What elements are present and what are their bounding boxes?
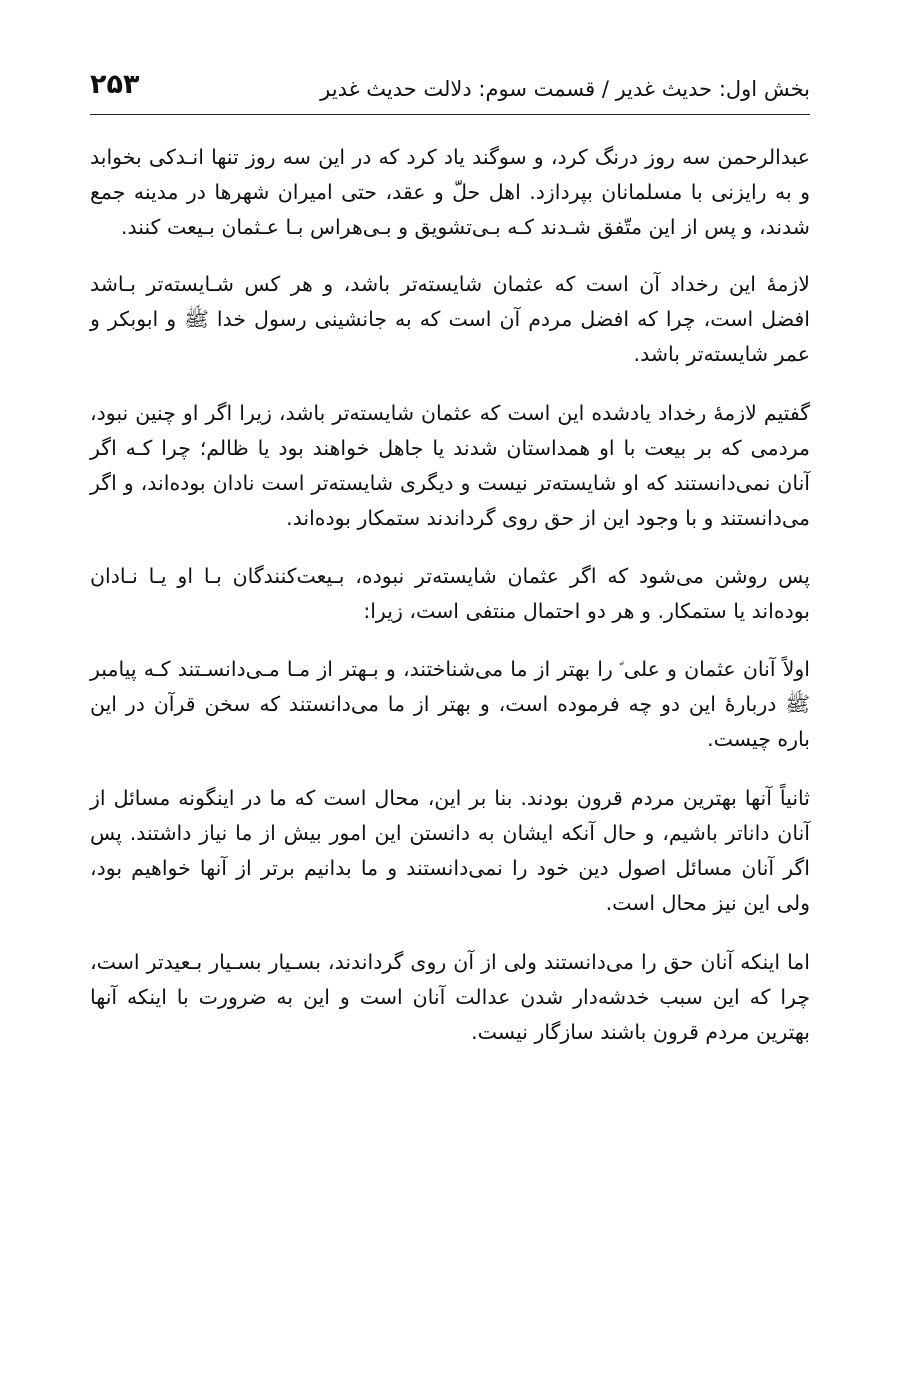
paragraph: لازمهٔ این رخداد آن است که عثمان شایسته‌تر باشد، و هر کس شـایسته‌تر بـاشد افضل است، چرا که افضل مردم آن است که به جانشینی رسول خدا ﷺ و ابوبکر و عمر شایسته‌تر باشد. [90, 272, 810, 366]
paragraph: عبدالرحمن سه روز درنگ کرد، و سوگند یاد کرد که در این سه روز تنها انـدکی بخوابد و به رایزنی با مسلمانان بپردازد. اهل حلّ و عقد، حتی امیران شهرها در مدینه جمع شدند، و پس از این متّفق شـدند کـه بـی‌تشویق و بـی‌هراس بـا عـثمان بـیعت کنند. [90, 145, 810, 239]
body-text [90, 140, 810, 1074]
paragraph: پس روشن می‌شود که اگر عثمان شایسته‌تر نبوده، بـیعت‌کنندگان بـا او یـا نـادان بوده‌اند یا ستمکار. و هر دو احتمال منتفی است، زیرا: [90, 564, 810, 623]
paragraph: اما اینکه آنان حق را می‌دانستند ولی از آن روی گرداندند، بسـیار بسـیار بـعیدتر است، چرا که این سبب خدشه‌دار شدن عدالت آنان است و این به ضرورت با اینکه آنها بهترین مردم قرون باشند سازگار نیست. [90, 950, 810, 1044]
page-number: ۲۵۳ [90, 69, 140, 100]
page-header [90, 68, 810, 115]
paragraph: ثانیاً آنها بهترین مردم قرون بودند. بنا بر این، محال است که ما در اینگونه مسائل از آنان داناتر باشیم، و حال آنکه ایشان به دانستن این امور بیش از ما نیاز داشتند. پس اگر آنان مسائل اصول دین خود را نمی‌دانستند و ما بدانیم برتر از آنها خواهیم بود، ولی این نیز محال است. [90, 786, 810, 915]
paragraph: گفتیم لازمهٔ رخداد یادشده این است که عثمان شایسته‌تر باشد، زیرا اگر او چنین نبود، مردمی که بر بیعت با او همداستان شدند یا جاهل خواهند بود یا ظالم؛ چرا کـه اگر آنان نمی‌دانستند که او شایسته‌تر نیست و دیگری شایسته‌تر است نادان بوده‌اند، و اگر می‌دانستند و با وجود این از حق روی گرداندند ستمکار بوده‌اند. [90, 401, 810, 530]
running-title: بخش اول: حدیث غدیر / قسمت سوم: دلالت حدیث غدیر [320, 77, 810, 101]
paragraph: اولاً آنان عثمان و علی ؑ را بهتر از ما می‌شناختند، و بـهتر از مـا مـی‌دانسـتند کـه پیامبر ﷺ دربارهٔ این دو چه فرموده است، و بهتر از ما می‌دانستند که سخن قرآن در این باره چیست. [90, 657, 810, 751]
book-page [90, 0, 810, 1390]
